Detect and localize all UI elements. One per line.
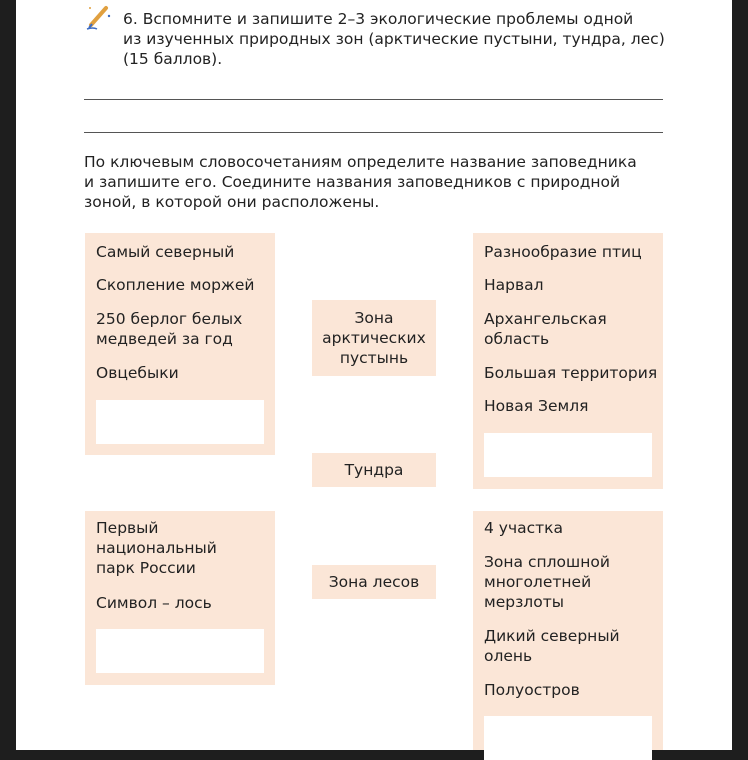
reserve-name-input[interactable] [96, 629, 264, 673]
zone-tundra[interactable] [312, 453, 436, 487]
zone-arctic-desert[interactable] [312, 300, 436, 376]
answer-line-2[interactable] [84, 132, 663, 133]
task-line: из изученных природных зон (арктические пустыни, тундра, лес) [123, 30, 665, 48]
keyword: Архангельская область [484, 310, 607, 348]
keyword: Полуостров [484, 681, 580, 699]
reserve-name-input[interactable] [484, 433, 652, 477]
task-6-text [123, 9, 665, 69]
instruction-line: зоной, в которой они расположены. [84, 193, 380, 211]
keyword: Зона сплошной многолетней мерзлоты [484, 553, 610, 611]
keyword: Дикий северный олень [484, 627, 620, 665]
instruction-line: По ключевым словосочетаниям определите название заповедника [84, 153, 637, 171]
reserve-card-left-bottom [85, 511, 275, 685]
keyword: Новая Земля [484, 397, 589, 415]
keyword: 250 берлог белых медведей за год [96, 310, 243, 348]
zone-label: Зона арктических пустынь [322, 309, 426, 367]
zone-label: Зона лесов [328, 573, 420, 591]
reserve-name-input[interactable] [96, 400, 264, 444]
zone-label: Тундра [344, 461, 404, 479]
keyword: Скопление моржей [96, 276, 255, 294]
keyword: Разнообразие птиц [484, 243, 642, 261]
keyword: Овцебыки [96, 364, 179, 382]
reserve-card-left-top [85, 233, 275, 455]
keyword: Большая территория [484, 364, 658, 382]
keyword: Первый национальный парк России [96, 519, 217, 577]
pen-icon [84, 2, 114, 32]
task-line: (15 баллов). [123, 50, 223, 68]
reserve-card-right-top [473, 233, 663, 489]
keyword: Самый северный [96, 243, 235, 261]
keyword: Символ – лось [96, 594, 212, 612]
task-line: 6. Вспомните и запишите 2–3 экологические проблемы одной [123, 10, 634, 28]
keyword: Нарвал [484, 276, 544, 294]
worksheet-page [16, 0, 732, 750]
instruction-text [84, 152, 637, 212]
keyword: 4 участка [484, 519, 564, 537]
instruction-line: и запишите его. Соедините названия заповедников с природной [84, 173, 621, 191]
reserve-card-right-bottom [473, 511, 663, 750]
reserve-name-input[interactable] [484, 716, 652, 760]
answer-line-1[interactable] [84, 99, 663, 100]
zone-forest[interactable] [312, 565, 436, 599]
